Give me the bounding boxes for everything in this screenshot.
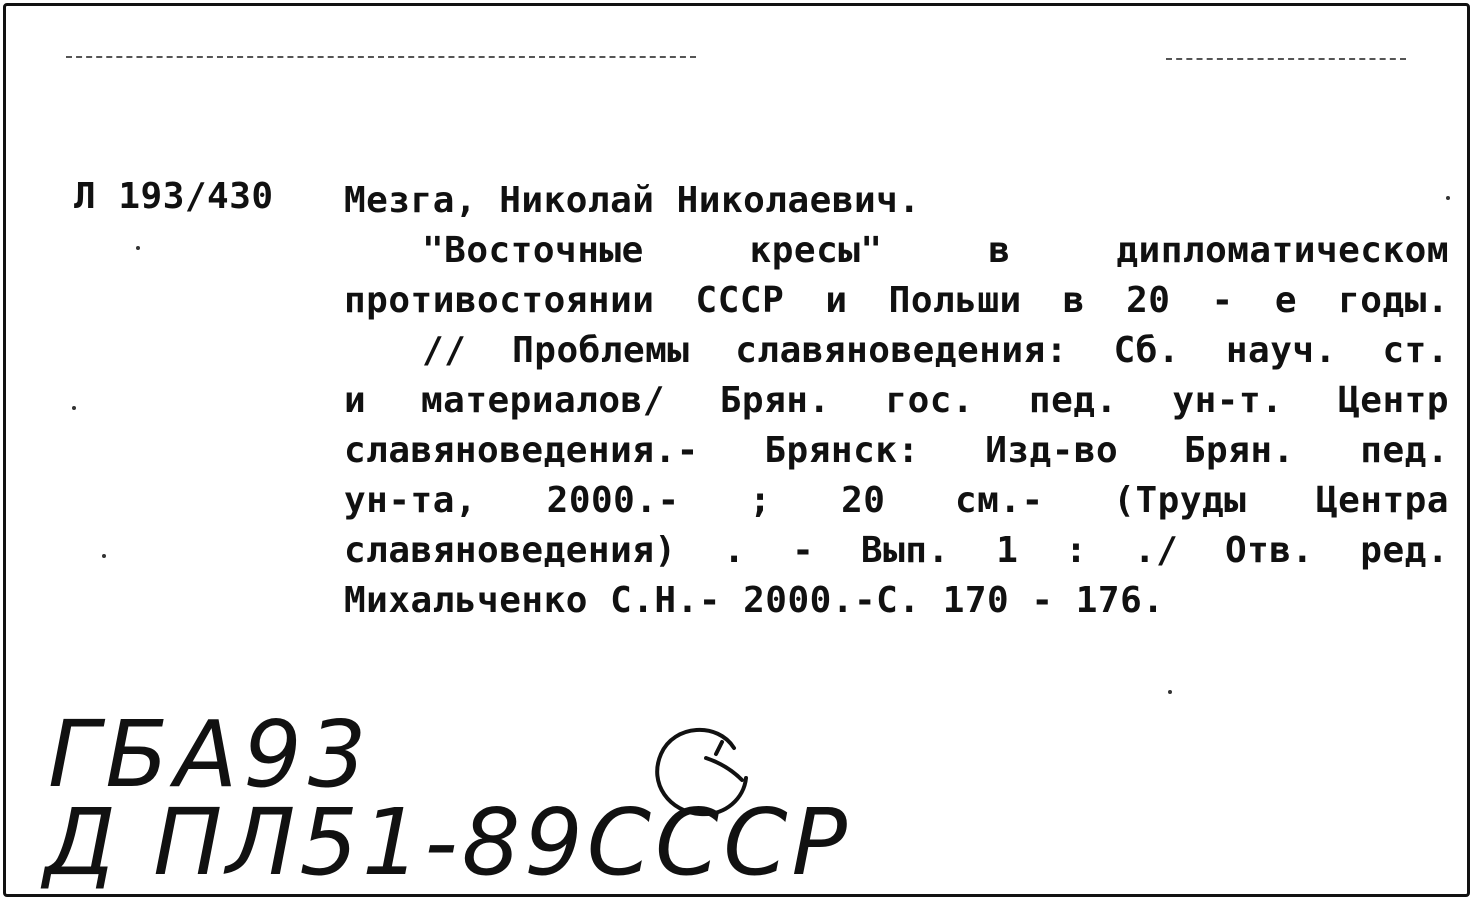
- entry-line: и материалов/ Брян. гос. пед. ун-т. Центр: [344, 380, 1449, 421]
- shelfmark: Л 193/430: [74, 176, 274, 217]
- entry-line: противостоянии СССР и Польши в 20 - е годы.: [344, 280, 1449, 321]
- entry-line: славяноведения) . - Вып. 1 : ./ Отв. ред.: [344, 530, 1449, 571]
- entry-line: славяноведения.- Брянск: Изд-во Брян. пед.: [344, 430, 1449, 471]
- handwritten-code-2: Д ПЛ51-89СССР: [44, 789, 852, 894]
- entry-line: // Проблемы славяноведения: Сб. науч. ст.: [422, 330, 1449, 371]
- catalog-card: [3, 3, 1470, 897]
- entry-line: ун-та, 2000.- ; 20 см.- (Труды Центра: [344, 480, 1449, 521]
- author-line: Мезга, Николай Николаевич.: [344, 180, 921, 221]
- handwritten-code-1: ГБА93: [48, 701, 373, 808]
- entry-line: Михальченко С.Н.- 2000.-С. 170 - 176.: [344, 580, 1165, 621]
- title-line: "Восточные кресы" в дипломатическом: [422, 230, 1449, 271]
- handwritten-annotations: [6, 6, 1467, 894]
